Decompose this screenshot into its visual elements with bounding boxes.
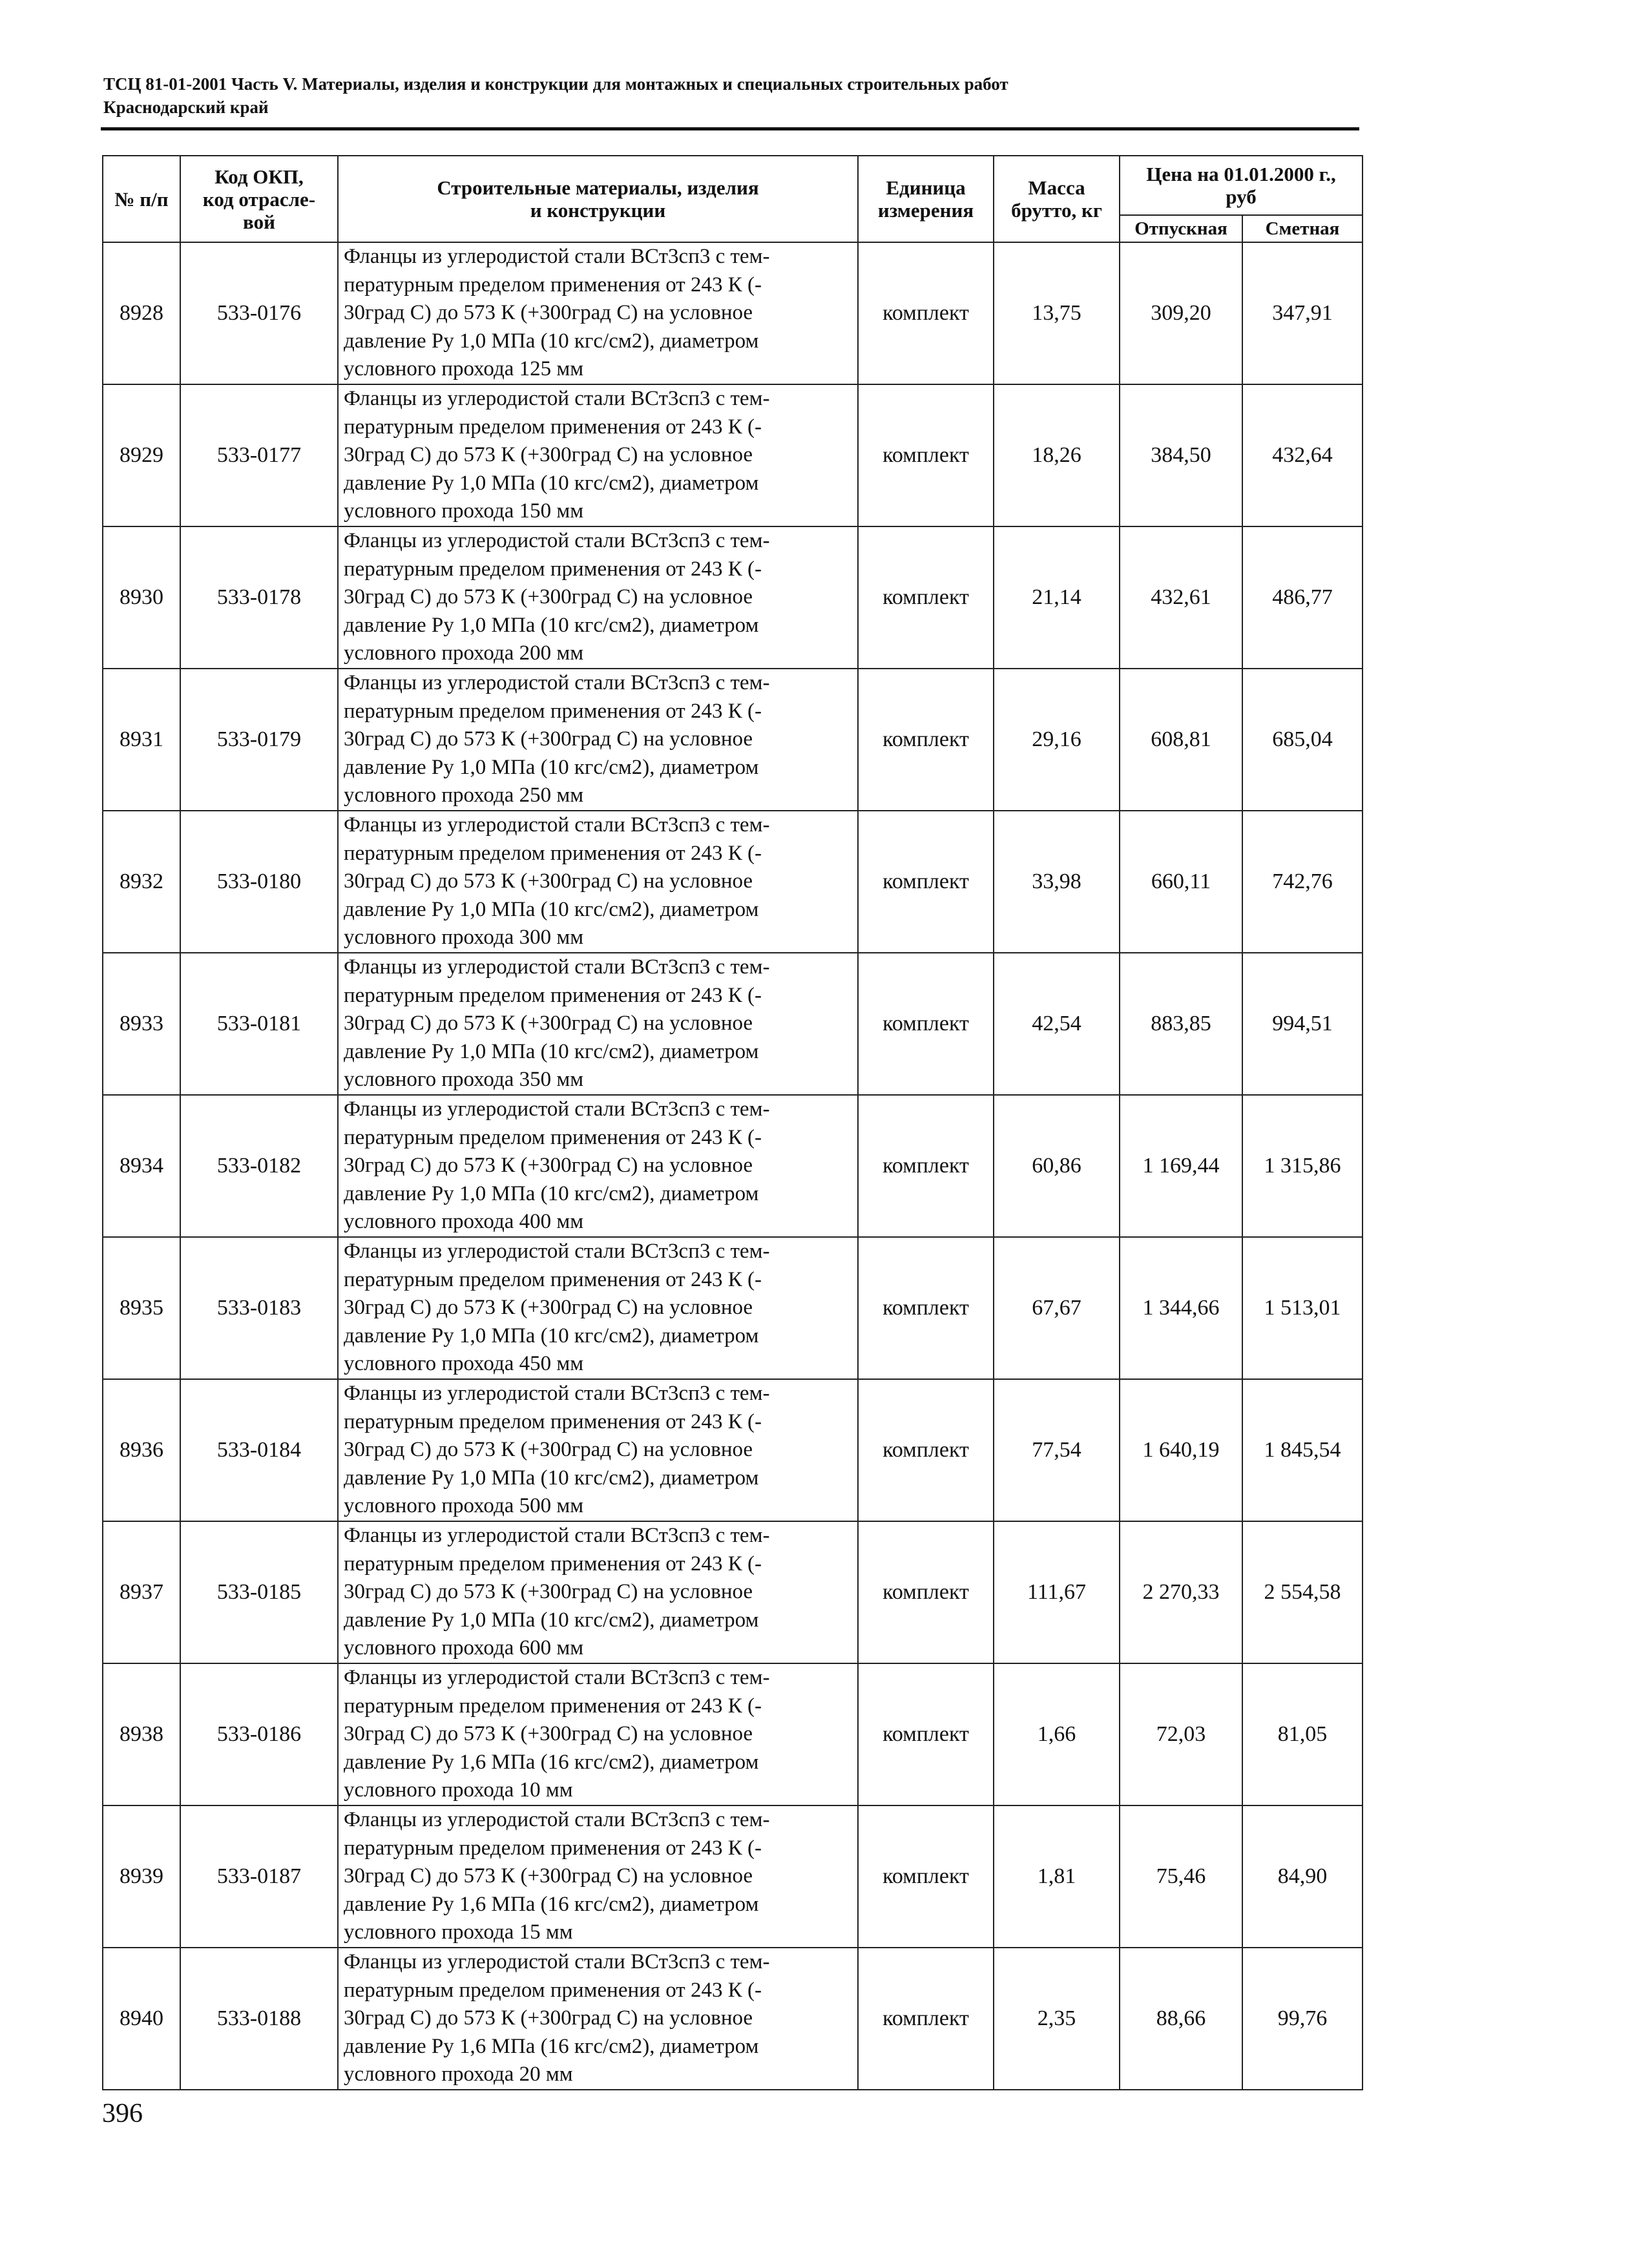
description-line: условного прохода 600 мм	[344, 1636, 584, 1659]
row-number: 8938	[103, 1663, 180, 1805]
description-line: давление Ру 1,0 МПа (10 кгс/см2), диаметром	[344, 1324, 759, 1347]
col-header-unit: Единица измерения	[858, 156, 994, 242]
description-line: 30град С) до 573 К (+300град С) на условное	[344, 301, 753, 324]
description-line: пературным пределом применения от 243 К (-	[344, 1552, 762, 1576]
description-line: давление Ру 1,0 МПа (10 кгс/см2), диаметром	[344, 329, 759, 353]
row-unit: комплект	[858, 811, 994, 953]
row-unit: комплект	[858, 669, 994, 811]
row-description	[338, 811, 858, 953]
row-unit: комплект	[858, 242, 994, 384]
description-line: давление Ру 1,0 МПа (10 кгс/см2), диаметром	[344, 471, 759, 495]
table-row	[103, 1379, 1363, 1521]
description-line: условного прохода 15 мм	[344, 1920, 573, 1944]
row-description	[338, 953, 858, 1095]
row-price-release: 75,46	[1120, 1805, 1242, 1948]
row-unit: комплект	[858, 1095, 994, 1237]
table-row	[103, 384, 1363, 526]
row-price-estimate: 81,05	[1242, 1663, 1363, 1805]
row-price-release: 1 640,19	[1120, 1379, 1242, 1521]
description-line: Фланцы из углеродистой стали ВСт3сп3 с тем-	[344, 813, 770, 837]
row-description	[338, 1379, 858, 1521]
description-line: Фланцы из углеродистой стали ВСт3сп3 с тем-	[344, 529, 770, 552]
description-line: Фланцы из углеродистой стали ВСт3сп3 с тем-	[344, 671, 770, 694]
row-code: 533-0176	[180, 242, 338, 384]
table-row	[103, 953, 1363, 1095]
table-row	[103, 1095, 1363, 1237]
description-line: 30град С) до 573 К (+300град С) на условное	[344, 1296, 753, 1319]
description-line: условного прохода 20 мм	[344, 2063, 573, 2086]
row-description	[338, 1237, 858, 1379]
row-mass: 29,16	[994, 669, 1120, 811]
row-price-release: 309,20	[1120, 242, 1242, 384]
description-line: условного прохода 400 мм	[344, 1210, 584, 1233]
row-code: 533-0178	[180, 526, 338, 669]
row-number: 8928	[103, 242, 180, 384]
description-line: пературным пределом применения от 243 К (-	[344, 841, 762, 865]
row-price-estimate: 994,51	[1242, 953, 1363, 1095]
description-line: Фланцы из углеродистой стали ВСт3сп3 с тем-	[344, 1666, 770, 1689]
row-number: 8936	[103, 1379, 180, 1521]
description-line: условного прохода 450 мм	[344, 1352, 584, 1375]
description-line: пературным пределом применения от 243 К (-	[344, 1410, 762, 1433]
row-price-release: 608,81	[1120, 669, 1242, 811]
row-code: 533-0183	[180, 1237, 338, 1379]
table-row	[103, 1805, 1363, 1948]
row-price-release: 883,85	[1120, 953, 1242, 1095]
table-row	[103, 526, 1363, 669]
description-line: пературным пределом применения от 243 К (-	[344, 1125, 762, 1149]
row-code: 533-0179	[180, 669, 338, 811]
row-number: 8929	[103, 384, 180, 526]
description-line: 30град С) до 573 К (+300град С) на условное	[344, 1580, 753, 1603]
header-rule	[101, 127, 1359, 130]
row-mass: 60,86	[994, 1095, 1120, 1237]
row-description	[338, 1805, 858, 1948]
page-header	[103, 72, 1357, 119]
row-mass: 1,66	[994, 1663, 1120, 1805]
row-price-estimate: 685,04	[1242, 669, 1363, 811]
description-line: Фланцы из углеродистой стали ВСт3сп3 с тем-	[344, 387, 770, 410]
description-line: условного прохода 250 мм	[344, 784, 584, 807]
row-price-estimate: 347,91	[1242, 242, 1363, 384]
row-price-release: 2 270,33	[1120, 1521, 1242, 1663]
row-number: 8934	[103, 1095, 180, 1237]
row-mass: 2,35	[994, 1948, 1120, 2090]
row-number: 8931	[103, 669, 180, 811]
row-number: 8930	[103, 526, 180, 669]
description-line: пературным пределом применения от 243 К (-	[344, 1836, 762, 1860]
row-mass: 77,54	[994, 1379, 1120, 1521]
row-price-release: 88,66	[1120, 1948, 1242, 2090]
description-line: 30град С) до 573 К (+300град С) на условное	[344, 1012, 753, 1035]
description-line: пературным пределом применения от 243 К (-	[344, 983, 762, 1007]
row-mass: 42,54	[994, 953, 1120, 1095]
row-description	[338, 526, 858, 669]
row-price-estimate: 1 513,01	[1242, 1237, 1363, 1379]
row-unit: комплект	[858, 526, 994, 669]
description-line: давление Ру 1,0 МПа (10 кгс/см2), диаметром	[344, 1181, 759, 1205]
price-table	[102, 155, 1363, 2090]
description-line: 30град С) до 573 К (+300град С) на условное	[344, 1864, 753, 1888]
description-line: Фланцы из углеродистой стали ВСт3сп3 с тем-	[344, 1240, 770, 1263]
description-line: 30град С) до 573 К (+300град С) на условное	[344, 1438, 753, 1461]
description-line: давление Ру 1,0 МПа (10 кгс/см2), диаметром	[344, 613, 759, 637]
row-price-release: 1 169,44	[1120, 1095, 1242, 1237]
row-mass: 21,14	[994, 526, 1120, 669]
row-number: 8935	[103, 1237, 180, 1379]
row-code: 533-0187	[180, 1805, 338, 1948]
row-price-release: 1 344,66	[1120, 1237, 1242, 1379]
description-line: давление Ру 1,0 МПа (10 кгс/см2), диаметром	[344, 1466, 759, 1490]
description-line: давление Ру 1,6 МПа (16 кгс/см2), диаметром	[344, 2034, 759, 2058]
row-mass: 111,67	[994, 1521, 1120, 1663]
header-title: ТСЦ 81-01-2001 Часть V. Материалы, изделия и конструкции для монтажных и специальных строительных работ	[103, 74, 1008, 94]
row-mass: 67,67	[994, 1237, 1120, 1379]
table-row	[103, 811, 1363, 953]
description-line: пературным пределом применения от 243 К (-	[344, 1978, 762, 2002]
header-region: Краснодарский край	[103, 98, 269, 117]
row-unit: комплект	[858, 1663, 994, 1805]
row-description	[338, 384, 858, 526]
row-price-estimate: 1 315,86	[1242, 1095, 1363, 1237]
description-line: 30град С) до 573 К (+300град С) на условное	[344, 727, 753, 751]
col-header-price-estimate: Сметная	[1242, 215, 1363, 242]
row-unit: комплект	[858, 1237, 994, 1379]
description-line: пературным пределом применения от 243 К (-	[344, 699, 762, 723]
row-price-release: 384,50	[1120, 384, 1242, 526]
col-header-num: № п/п	[103, 156, 180, 242]
col-header-mass: Масса брутто, кг	[994, 156, 1120, 242]
row-price-estimate: 742,76	[1242, 811, 1363, 953]
description-line: условного прохода 350 мм	[344, 1068, 584, 1091]
row-number: 8933	[103, 953, 180, 1095]
row-code: 533-0181	[180, 953, 338, 1095]
description-line: 30град С) до 573 К (+300град С) на условное	[344, 869, 753, 893]
description-line: Фланцы из углеродистой стали ВСт3сп3 с тем-	[344, 1808, 770, 1831]
description-line: давление Ру 1,0 МПа (10 кгс/см2), диаметром	[344, 1608, 759, 1632]
description-line: Фланцы из углеродистой стали ВСт3сп3 с тем-	[344, 1382, 770, 1405]
description-line: пературным пределом применения от 243 К (-	[344, 415, 762, 439]
row-mass: 18,26	[994, 384, 1120, 526]
row-code: 533-0184	[180, 1379, 338, 1521]
description-line: 30град С) до 573 К (+300град С) на условное	[344, 1154, 753, 1177]
description-line: условного прохода 125 мм	[344, 357, 584, 380]
row-price-release: 432,61	[1120, 526, 1242, 669]
row-unit: комплект	[858, 953, 994, 1095]
col-header-name: Строительные материалы, изделия и конструкции	[338, 156, 858, 242]
row-number: 8940	[103, 1948, 180, 2090]
description-line: давление Ру 1,0 МПа (10 кгс/см2), диаметром	[344, 755, 759, 779]
description-line: 30град С) до 573 К (+300град С) на условное	[344, 1722, 753, 1745]
row-mass: 33,98	[994, 811, 1120, 953]
description-line: давление Ру 1,6 МПа (16 кгс/см2), диаметром	[344, 1750, 759, 1774]
row-number: 8939	[103, 1805, 180, 1948]
row-unit: комплект	[858, 1379, 994, 1521]
col-header-code: Код ОКП, код отрасле- вой	[180, 156, 338, 242]
description-line: давление Ру 1,6 МПа (16 кгс/см2), диаметром	[344, 1892, 759, 1916]
row-price-release: 72,03	[1120, 1663, 1242, 1805]
row-price-estimate: 486,77	[1242, 526, 1363, 669]
description-line: пературным пределом применения от 243 К (-	[344, 1267, 762, 1291]
description-line: пературным пределом применения от 243 К (-	[344, 1694, 762, 1718]
description-line: условного прохода 200 мм	[344, 641, 584, 665]
description-line: давление Ру 1,0 МПа (10 кгс/см2), диаметром	[344, 1039, 759, 1063]
row-number: 8932	[103, 811, 180, 953]
col-header-price-release: Отпускная	[1120, 215, 1242, 242]
description-line: 30град С) до 573 К (+300град С) на условное	[344, 2006, 753, 2030]
description-line: условного прохода 150 мм	[344, 499, 584, 523]
row-price-estimate: 2 554,58	[1242, 1521, 1363, 1663]
row-price-estimate: 1 845,54	[1242, 1379, 1363, 1521]
description-line: Фланцы из углеродистой стали ВСт3сп3 с тем-	[344, 245, 770, 268]
col-header-price: Цена на 01.01.2000 г., руб	[1120, 156, 1363, 215]
row-code: 533-0185	[180, 1521, 338, 1663]
row-price-estimate: 84,90	[1242, 1805, 1363, 1948]
row-price-estimate: 99,76	[1242, 1948, 1363, 2090]
row-price-release: 660,11	[1120, 811, 1242, 953]
row-mass: 1,81	[994, 1805, 1120, 1948]
page-number: 396	[102, 2099, 143, 2128]
description-line: пературным пределом применения от 243 К (-	[344, 273, 762, 297]
row-price-estimate: 432,64	[1242, 384, 1363, 526]
row-description	[338, 1095, 858, 1237]
table-row	[103, 1948, 1363, 2090]
description-line: давление Ру 1,0 МПа (10 кгс/см2), диаметром	[344, 897, 759, 921]
table-row	[103, 1521, 1363, 1663]
description-line: Фланцы из углеродистой стали ВСт3сп3 с тем-	[344, 1524, 770, 1547]
description-line: пературным пределом применения от 243 К (-	[344, 557, 762, 581]
row-mass: 13,75	[994, 242, 1120, 384]
row-number: 8937	[103, 1521, 180, 1663]
description-line: условного прохода 300 мм	[344, 926, 584, 949]
row-code: 533-0186	[180, 1663, 338, 1805]
row-unit: комплект	[858, 1521, 994, 1663]
row-description	[338, 1948, 858, 2090]
row-description	[338, 1663, 858, 1805]
table-row	[103, 242, 1363, 384]
table-row	[103, 1237, 1363, 1379]
row-unit: комплект	[858, 384, 994, 526]
row-description	[338, 1521, 858, 1663]
row-description	[338, 669, 858, 811]
description-line: условного прохода 500 мм	[344, 1494, 584, 1517]
description-line: Фланцы из углеродистой стали ВСт3сп3 с тем-	[344, 955, 770, 979]
row-unit: комплект	[858, 1805, 994, 1948]
row-code: 533-0177	[180, 384, 338, 526]
description-line: Фланцы из углеродистой стали ВСт3сп3 с тем-	[344, 1098, 770, 1121]
description-line: 30град С) до 573 К (+300град С) на условное	[344, 443, 753, 466]
row-description	[338, 242, 858, 384]
table-row	[103, 669, 1363, 811]
description-line: 30град С) до 573 К (+300град С) на условное	[344, 585, 753, 609]
description-line: условного прохода 10 мм	[344, 1778, 573, 1802]
row-code: 533-0180	[180, 811, 338, 953]
description-line: Фланцы из углеродистой стали ВСт3сп3 с тем-	[344, 1950, 770, 1973]
row-code: 533-0182	[180, 1095, 338, 1237]
row-unit: комплект	[858, 1948, 994, 2090]
table-row	[103, 1663, 1363, 1805]
row-code: 533-0188	[180, 1948, 338, 2090]
